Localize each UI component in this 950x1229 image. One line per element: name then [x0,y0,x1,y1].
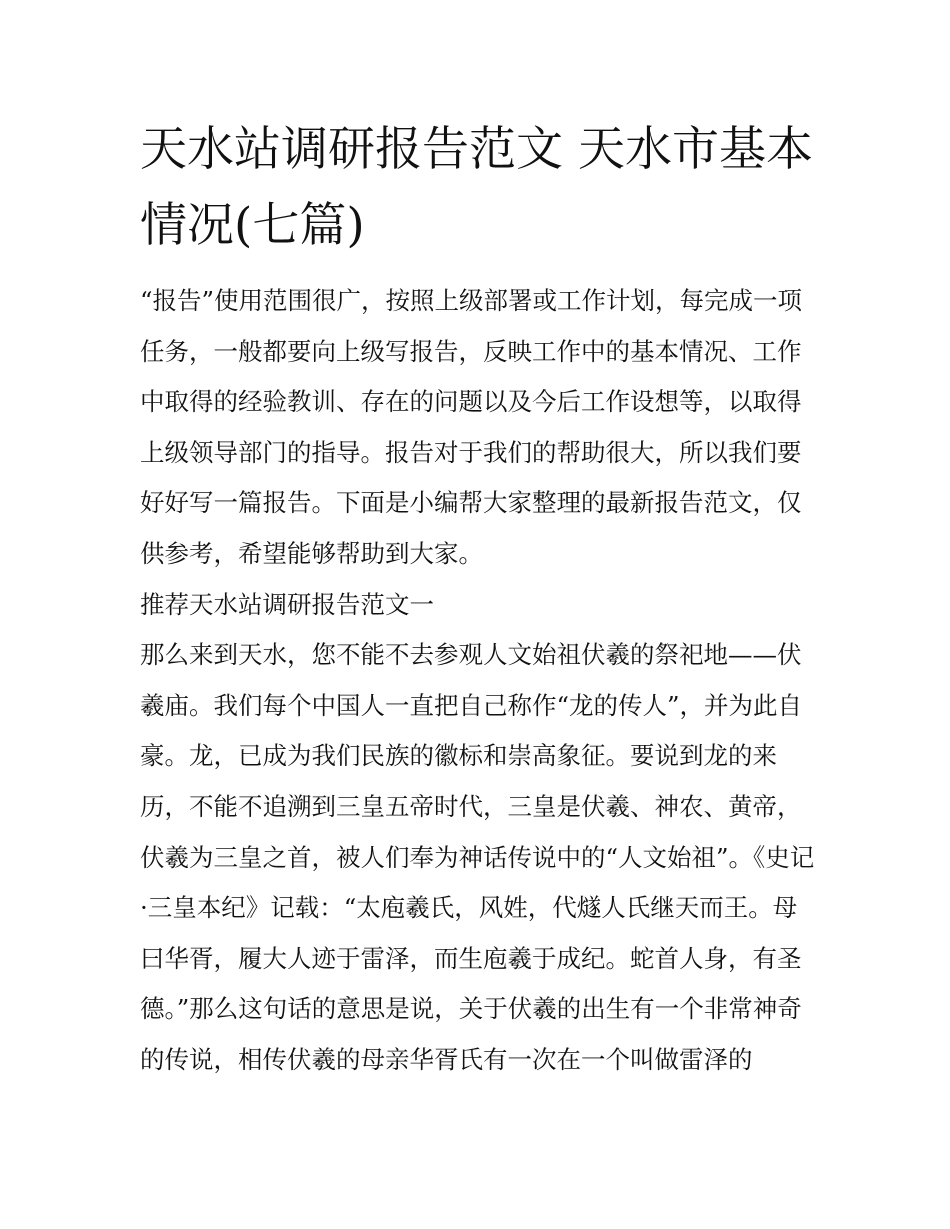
document-title: 天水站调研报告范文 天水市基本情况(七篇) [140,122,813,253]
section-heading: 推荐天水站调研报告范文一 [140,589,434,619]
intro-paragraph: “报告”使用范围很广，按照上级部署或工作计划，每完成一项任务，一般都要向上级写报告，反映工作中的基本情况、工作中取得的经验教训、存在的问题以及今后工作设想等，以取得上级领导部门的指导。报告对于我们的帮助很大，所以我们要好好写一篇报告。下面是小编帮大家整理的最新报告范文，仅供参考，希望能够帮助到大家。 [140,286,803,568]
body-paragraph: 那么来到天水，您不能不去参观人文始祖伏羲的祭祀地——伏羲庙。我们每个中国人一直把自己称作“龙的传人”，并为此自豪。龙，已成为我们民族的徽标和崇高象征。要说到龙的来历，不能不追溯到三皇五帝时代，三皇是伏羲、神农、黄帝，伏羲为三皇之首，被人们奉为神话传说中的“人文始祖”。《史记·三皇本纪》记载：“太庖羲氏，风姓，代燧人氏继天而王。母曰华胥，履大人迹于雷泽，而生庖羲于成纪。蛇首人身，有圣德。”那么这句话的意思是说，关于伏羲的出生有一个非常神奇的传说，相传伏羲的母亲华胥氏有一次在一个叫做雷泽的 [140,640,815,1074]
document-content [140,112,820,1086]
